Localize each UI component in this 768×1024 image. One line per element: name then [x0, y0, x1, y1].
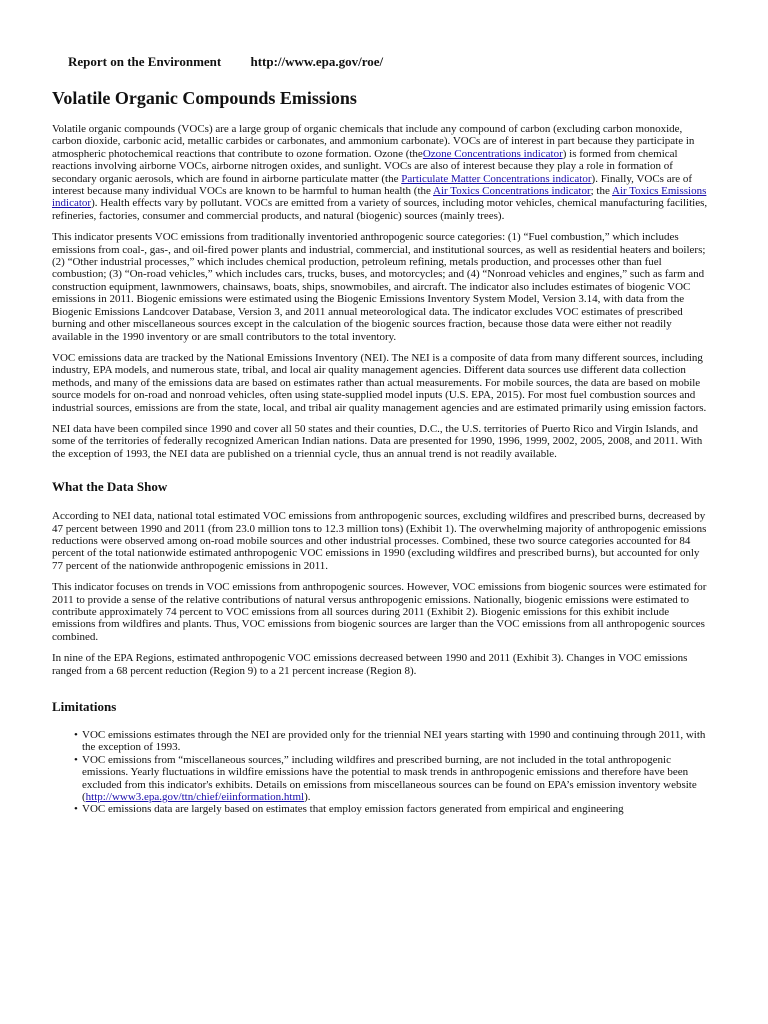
data-show-paragraph-2: This indicator focuses on trends in VOC emissions from anthropogenic sources. However, VOC emissions from biogenic sources were estimated for 2011 to provide a sense of the relative contributions of natural versus anthropogenic emissions. Nationally, biogenic emissions were estimated to contribute approximately 74 percent to VOC emissions from all sources during 2011 (Exhibit 2). Biogenic emissions for this exhibit include emissions from wildfires and plants. Thus, VOC emissions from biogenic sources are larger than the VOC emissions from all anthropogenic sources combined.: [52, 581, 707, 643]
limitation-text-3: VOC emissions data are largely based on estimates that employ emission factors generated from empirical and engineering: [82, 803, 624, 816]
emission-inventory-link[interactable]: http://www3.epa.gov/ttn/chief/eiinformation.html: [85, 791, 305, 804]
ozone-concentrations-link[interactable]: Ozone Concentrations indicator: [422, 147, 563, 160]
nei-tracking-paragraph: VOC emissions data are tracked by the National Emissions Inventory (NEI). The NEI is a composite of data from many different sources, including industry, EPA models, and numerous state, tribal, and local air quality management agencies. Different data sources use different data collection methods, and many of the emissions data are based on estimates rather than actual measurements. For mobile sources, the data are based on mobile source models for on-road and nonroad vehicles, often using state-supplied model inputs (U.S. EPA, 2015). For most fuel combustion sources and industrial sources, emissions are from the state, local, and tribal air quality management agencies and are estimated primarily using emission factors.: [52, 351, 707, 414]
data-show-paragraph-1: According to NEI data, national total estimated VOC emissions from anthropogenic sources, excluding wildfires and prescribed burns, decreased by 47 percent between 1990 and 2011 (from 23.0 million tons to 12.3 million tons) (Exhibit 1). The overwhelming majority of anthropogenic emissions reductions were observed among on-road mobile sources and other industrial processes. Combined, these two source categories accounted for 84 percent of the total nationwide estimated anthropogenic VOC emissions in 1990 (excluding wildfires and prescribed burns), but accounted for only 77 percent of the nationwide anthropogenic emissions in 2011.: [52, 510, 707, 572]
source-categories-paragraph: This indicator presents VOC emissions from traditionally inventoried anthropogenic source categories: (1) “Fuel combustion,” which includes emissions from coal-, gas-, and oil-fired power plants and industrial, commercial, and institutional sources, as well as residential heaters and boilers; (2) “Other industrial processes,” which includes chemical production, petroleum refining, metals production, and processes other than fuel combustion; (3) “On-road vehicles,” which includes cars, trucks, buses, and motorcycles; and (4) “Nonroad vehicles and engines,” such as farm and construction equipment, lawnmowers, chainsaws, boats, ships, snowmobiles, and aircraft. The indicator also includes estimates of biogenic VOC emissions in 2011. Biogenic emissions were estimated using the Biogenic Emissions Inventory System Model, Version 3.14, with data from the Biogenic Emissions Landcover Database, Version 3, and 2011 annual meteorological data. The indicator excludes VOC estimates of prescribed burning and other miscellaneous sources except in the calculation of the biogenic sources fraction, because those data were either not readily available in the 1990 inventory or are small contributors to the total inventory.: [52, 231, 706, 343]
limitation-text-2-end: ).: [304, 791, 311, 804]
intro-text-5: ). Health effects vary by pollutant. VOCs are emitted from a variety of sources, including motor vehicles, chemical manufacturing facilities, refineries, factories, consumer and commercial products, and natural (biogenic) sources (mainly trees).: [52, 197, 708, 222]
report-title: Report on the Environment: [68, 54, 222, 69]
bullet-icon: •: [74, 803, 78, 816]
nei-coverage-paragraph: NEI data have been compiled since 1990 and cover all 50 states and their counties, D.C., the U.S. territories of Puerto Rico and Virgin Islands, and some of the territories of federally recognized American Indian nations. Data are presented for 1990, 1996, 1999, 2002, 2005, 2008, and 2011. With the exception of 1993, the NEI data are published on a triennial cycle, thus an annual trend is not readily available.: [52, 422, 703, 460]
page-title: Volatile Organic Compounds Emissions: [52, 88, 357, 108]
section-heading-limitations: Limitations: [52, 699, 117, 715]
limitation-text-1: VOC emissions estimates through the NEI are provided only for the triennial NEI years starting with 1990 and continuing through 2011, with the exception of 1993.: [82, 729, 706, 754]
report-url: http://www.epa.gov/roe/: [250, 54, 384, 69]
list-item: [52, 803, 708, 815]
list-item: [52, 754, 708, 804]
intro-text-3: ). Finally, VOCs are of interest because many individual VOCs are known to be harmful to human health (the: [52, 172, 693, 198]
bullet-icon: •: [74, 753, 78, 766]
report-header: [68, 54, 383, 70]
section-heading-data-show: What the Data Show: [52, 479, 168, 495]
intro-text-2: ) is formed from chemical reactions involving airborne VOCs, airborne nitrogen oxides, and sunlight. VOCs are also of interest because they play a role in formation of secondary organic aerosols, which are found in airborne particulate matter (the: [52, 147, 678, 185]
air-toxics-emissions-link[interactable]: Air Toxics Emissions indicator: [52, 185, 707, 210]
intro-text-1: Volatile organic compounds (VOCs) are a large group of organic chemicals that include any compound of carbon (excluding carbon monoxide, carbon dioxide, carbonic acid, metallic carbides or carbonates, and ammonium carbonate). VOCs are of interest in part because they participate in atmospheric photochemical reactions that contribute to ozone formation. Ozone (the: [52, 123, 695, 160]
bullet-icon: •: [74, 729, 78, 742]
data-show-paragraph-3: In nine of the EPA Regions, estimated anthropogenic VOC emissions decreased between 1990 and 2011 (Exhibit 3). Changes in VOC emissions ranged from a 68 percent reduction (Region 9) to a 21 percent increase (Region 8).: [52, 652, 688, 677]
limitations-list: [52, 729, 708, 816]
list-item: [52, 729, 708, 754]
intro-paragraph: [52, 123, 708, 222]
particulate-matter-link[interactable]: Particulate Matter Concentrations indicator: [401, 172, 592, 185]
air-toxics-concentrations-link[interactable]: Air Toxics Concentrations indicator: [433, 185, 591, 198]
intro-text-4: ; the: [590, 185, 613, 198]
limitation-text-2: VOC emissions from “miscellaneous sources,” including wildfires and prescribed burning, are not included in the total anthropogenic emissions. Yearly fluctuations in wildfire emissions have the potential to mask trends in anthropogenic emissions and therefore have been excluded from this indicator's exhibits. Details on emissions from miscellaneous sources can be found on EPA’s emission inventory website (: [82, 753, 697, 804]
